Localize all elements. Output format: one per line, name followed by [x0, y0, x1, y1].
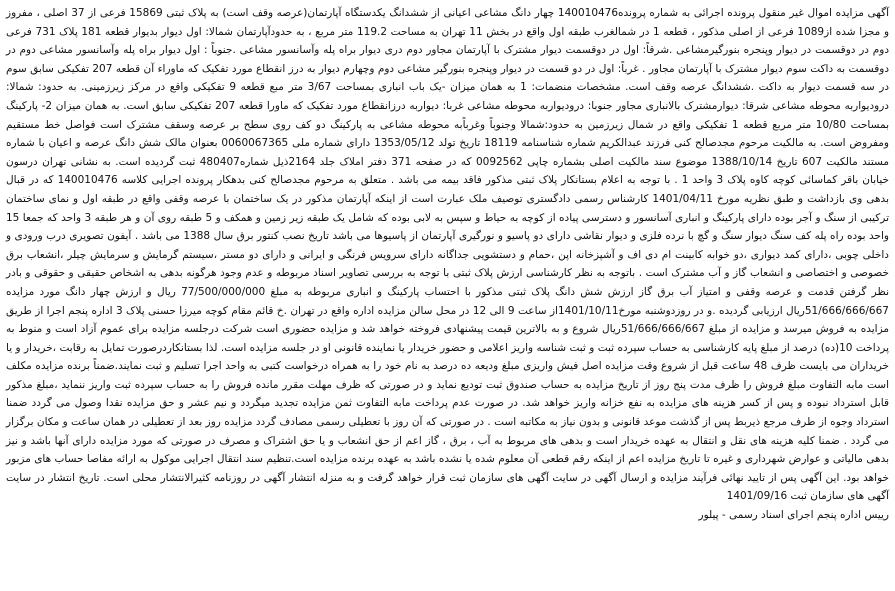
notice-body: آگهی مزایده اموال غیر منقول پرونده اجرائی به شماره پرونده140010476 چهار دانگ مشاعی اعیانی از ششدانگ یکدستگاه آپارتمان(عرصه وقف است) به پلاک ثبتی 15869 فرعی از 37 اصلی ، مفروز و مجزا شده از1089 فرعی از اصلی مذکور ، قطعه 1 در شمالغرب طبقه اول واقع در بخش 11 تهران به مساحت 119.2 متر مربع ، به حدودآپارتمان شمالا: اول دیوار بدیوار قطعه 181 پلاک 731 فرعی دوم در دوقسمت در دیوار وپنجره بنورگیرمشاعی .شرقاً: اول در دوقسمت دیوار مشترک با آپارتمان مجاور دوم دری دیوار براه پله وآسانسور مشاعی .جنوباً : اول دیوار براه پله وآسانسور مشاعی دوم در دوقسمت به داکت سوم دیوار مشترک با آپارتمان مجاور . غرباً: اول در دو قسمت در دیوار وپنجره بنورگیر مشاعی دوم وچهارم دیوار به درز انقطاع مورد تفکیک که ماوراء آن قطعه 207 تفکیکی سابق سوم در سه قسمت دیوار به داکت .ششدانگ عرصه وقف است. مشخصات منضمات: 1 به همان میزان -یک باب انباری بمساحت 3/67 متر مبع قطعه 9 تفکیکی واقع در مرکز زیرزمینی. به حدود: شمالا: درودیواربه محوطه مشاعی شرقا: دیوارمشترک بالانباری مجاور جنوبا: درودیواربه محوطه مشاعی غربا: دیواربه درزانقطاع مورد تفکیک که ماورا قطعه 207 تفکیکی سابق است. به همان میزان 2- پارکینگ بمساحت 10/80 متر مربع قطعه 1 تفکیکی واقع در شمال زیرزمین به حدود:شمالا وجنوباً وغرباًبه محوطه مشاعی به پارکینگ دو کف روی سطح بر عرصه وسقف مشترک است فواصل خط مستقیم ومفروض است. به مالکیت مرحوم مجدصالح کنی فرزند عبدالکریم شماره شناسنامه 18119 تاریخ تولد 1353/05/12 دارای شماره ملی 0060067365 بعنوان مالک شش دانگ عرصه و اعیان با شماره مستند مالکیت 607 تاریخ 1388/10/14 موضوع سند مالکیت اصلی بشماره چاپی 0092562 که در صفحه 371 دفتر املاک جلد 2164ذیل شماره480407 ثبت گردیده است. به نشانی تهران درسون خیابان باقر کماسائی کوچه کاوه پلاک 3 واحد 1 . با توجه به اعلام بستانکار پلاک ثبتی مذکور فاقد بیمه می باشد . متعلق به مرحوم مجدصالح کنی بدهکار پرونده اجرایی کلاسه 140010476 که در قبال بدهی وی بازداشت و طبق نظریه مورخ 1401/04/11 کارشناس رسمی دادگستری توصیف ملک عبارت است از اینکه آپارتمان مذکور در یک ساختمان با عرصه وقفی واقع در طبقه اول و نمای ساختمان ترکیبی از سنگ و آجر بوده دارای پارکینگ و انباری آسانسور و دسترسی پیاده از کوچه به حیاط و سپس به لابی بوده که شامل یک طبقه زیر زمین و همکف و 5 طبقه روی آن و هر طبقه 3 واحد که جمعا 15 واحد بوده راه پله کف سنگ دیوار سنگ و گچ با نرده فلزی و دیوار نقاشی دارای دو پاسیو و نورگیری آپارتمان از پاسیوها می باشد تاریخ نصب کنتور برق سال 1388 می باشد . آیفون تصویری درب ورودی و داخلی چوبی ،دارای کمد دیواری ،دو خوابه کابینت ام دی اف و آشپزخانه اپن ،حمام و دستشویی جداگانه دارای سرویس فرنگی و ایرانی و دارای دو مستر ،سیستم گرمایش و سرمایش چیلر ،انشعاب برق خصوصی و اختصاصی و انشعاب گاز و آب مشترک است . باتوجه به نظر کارشناسی ارزش پلاک ثبتی با توجه به بررسی تصاویر اسناد مربوطه و عدم وجود هرگونه بدهی به اشخاص حقیقی و حقوقی و بادر نظر گرفتن قدمت و عرصه وقفی و امتیاز آب برق گاز ارزش شش دانگ پلاک ثبتی مذکور با احتساب پارکینگ و انباری مربوطه به مبلغ 77/500/000/000 ریال و ارزش چهار دانگ مورد مزایده 51/666/666/667ریال ارزیابی گردیده .و در روزدوشنبه مورخ1401/10/11از ساعت 9 الی 12 در محل سالن مزایده اداره واقع در تهران .خ قائم مقام کوچه میرزا حسنی پلاک 3 اداره پنجم اجرا از طریق مزایده به فروش میرسد و مزایده از مبلغ 51/666/666/667ریال شروع و به بالاترین قیمت پیشنهادی فروخته خواهد شد و مزایده حضوری است شرکت درجلسه مزایده برای عموم آزاد است و منوط به پرداخت 10(ده) درصد از مبلغ پایه کارشناسی به حساب سپرده ثبت و ثبت شناسه واریز اعلامی و حضور خریدار یا نماینده قانونی او در جلسه مزایده است. لذا بستانکاردرصورت تمایل به رقابت ،خریدار و یا خریداران می بایست ظرف 48 ساعت قبل از شروع وقت مزایده اصل فیش واریزی مبلغ ودیعه ده درصد به نام خود را به همراه درخواست کتبی به واحد اجرا تسلیم و ثبت نمایند.ضمناً برنده مزایده مکلف است مابه التفاوت مبلغ فروش را ظرف مدت پنج روز از تاریخ مزایده به حساب صندوق ثبت تودیع نماید و در صورتی که ظرف مهلت مقرر مانده فروش را به حساب سپرده ثبت واریز ننماید ،مبلغ مذکور قابل استرداد نبوده و پس از کسر هزینه های مزایده به نفع خزانه واریز خواهد شد. در صورت عدم پرداخت مابه التفاوت ثمن مزایده تجدید میگردد و نیم عشر و حق مزایده نقدا وصول می گردد ضمنا استرداد وجوه از طرف مرجع ذیربط پس از گذشت موعد قانونی و بدون نیاز به مکاتبه است . در صورتی که آن روز با تعطیلی رسمی مصادف گردد مزایده روز بعد از تعطیلی در همان ساعت و مکان برگزار می گردد . ضمنا کلیه هزینه های نقل و انتقال به عهده خریدار است و بدهی های مربوط به آب ، برق ، گاز اعم از حق انشعاب و یا حق اشتراک و مصرف در صورتی که مورد مزایده دارای آنها باشد و نیز بدهی مالیاتی و عوارض شهرداری و غیره تا تاریخ مزایده اعم از اینکه رقم قطعی آن معلوم شده یا نشده باشد به عهده برنده مزایده است.تنظیم سند انتقال اجرایی موکول به ارائه مفاصا حساب های مزبور خواهد بود. این آگهی پس از تایید نهائی فرآیند مزایده و ارسال آگهی در سایت آگهی های سازمان ثبت قرار خواهد گرفت و به منزله انتشار آگهی در روزنامه کثیرالانتشار محلی است. تاریخ انتشار در سایت آگهی های سازمان ثبت 1401/09/16 — [6, 7, 890, 503]
notice-signature: رییس اداره پنجم اجرای اسناد رسمی - پیلور — [698, 509, 889, 522]
